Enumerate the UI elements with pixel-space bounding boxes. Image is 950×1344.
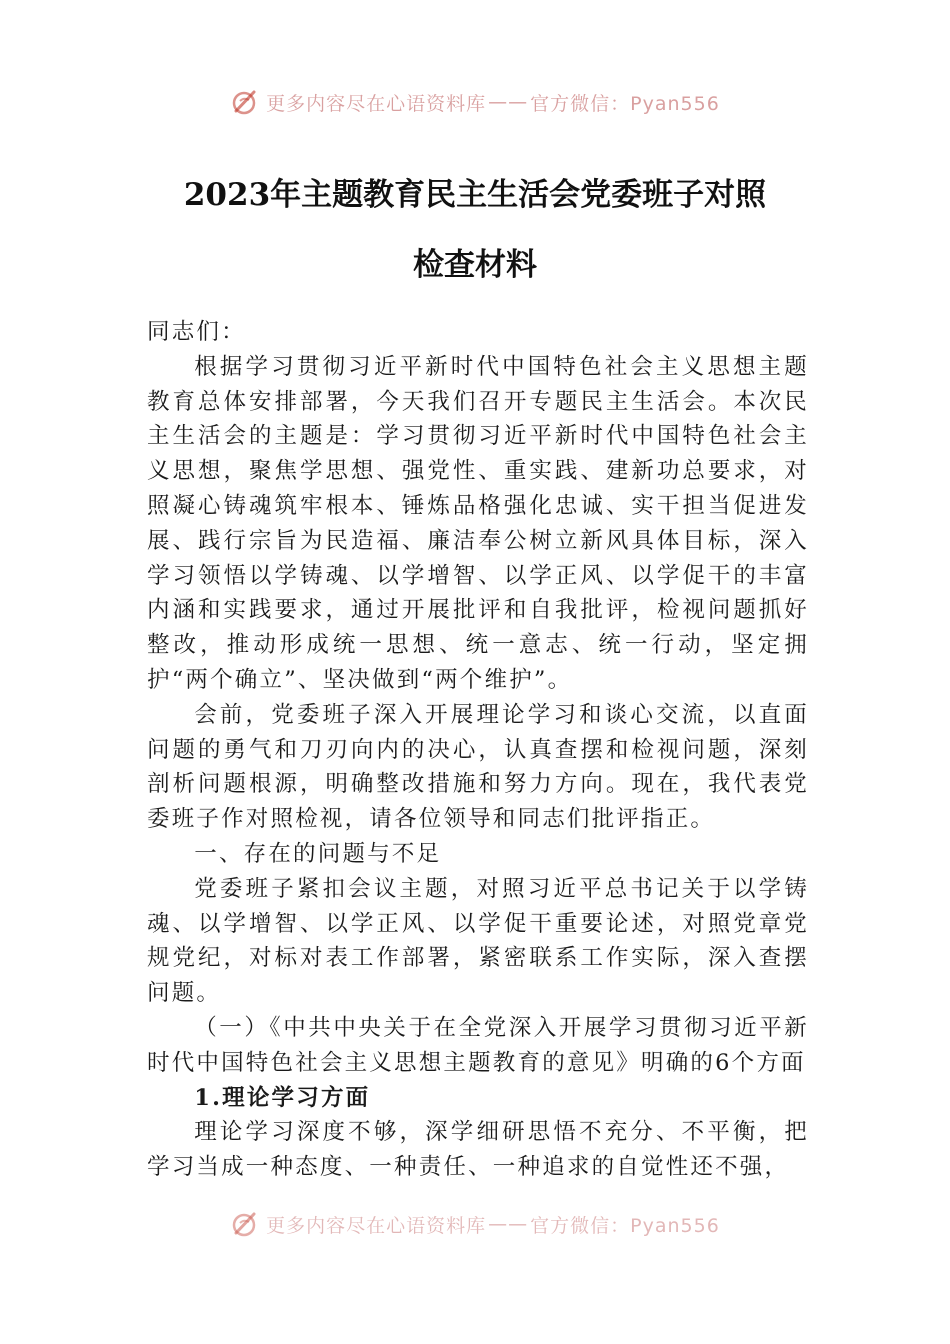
- item-heading: 1.理论学习方面: [194, 1084, 371, 1111]
- watermark-separator: ——: [488, 91, 529, 113]
- paragraph-preparation: 会前，党委班子深入开展理论学习和谈心交流，以直面问题的勇气和刀刃向内的决心，认真查摆和检视问题，深刻剖析问题根源，明确整改措施和努力方向。现在，我代表党委班子作对照检视，请各位领导和同志们批评指正。: [147, 701, 809, 833]
- watermark-text: 更多内容尽在心语资料库: [266, 92, 487, 115]
- brush-logo-icon: [230, 87, 260, 117]
- watermark-text: 更多内容尽在心语资料库: [266, 1214, 487, 1237]
- salutation: 同志们：: [147, 319, 246, 345]
- watermark-header: [0, 82, 950, 122]
- brush-logo-icon: [230, 1209, 260, 1239]
- watermark-footer: [0, 1204, 950, 1244]
- watermark-separator: ——: [488, 1213, 529, 1235]
- document-body: [147, 315, 809, 1185]
- paragraph-overview: 党委班子紧扣会议主题，对照习近平总书记关于以学铸魂、以学增智、以学正风、以学促干重要论述，对照党章党规党纪，对标对表工作部署，紧密联系工作实际，深入查摆问题。: [147, 875, 809, 1007]
- title-line-2: 检查材料: [413, 247, 537, 283]
- paragraph-intro: 根据学习贯彻习近平新时代中国特色社会主义思想主题教育总体安排部署，今天我们召开专题民主生活会。本次民主生活会的主题是：学习贯彻习近平新时代中国特色社会主义思想，聚焦学思想、强党性、重实践、建新功总要求，对照凝心铸魂筑牢根本、锤炼品格强化忠诚、实干担当促进发展、践行宗旨为民造福、廉洁奉公树立新风具体目标，深入学习领悟以学铸魂、以学增智、以学正风、以学促干的丰富内涵和实践要求，通过开展批评和自我批评，检视问题抓好整改，推动形成统一思想、统一意志、统一行动，坚定拥护“两个确立”、坚决做到“两个维护”。: [147, 353, 809, 693]
- watermark-wechat: 官方微信：Pyan556: [530, 1214, 720, 1237]
- paragraph-theory-study: 理论学习深度不够，深学细研思悟不充分、不平衡，把学习当成一种态度、一种责任、一种追求的自觉性还不强，: [147, 1119, 809, 1181]
- document-title: [100, 160, 850, 300]
- title-line-1: 2023年主题教育民主生活会党委班子对照: [183, 177, 767, 213]
- watermark-wechat: 官方微信：Pyan556: [530, 92, 720, 115]
- section-heading: 一、存在的问题与不足: [194, 840, 442, 867]
- subsection-heading: （一）《中共中央关于在全党深入开展学习贯彻习近平新时代中国特色社会主义思想主题教育的意见》明确的6个方面: [147, 1014, 809, 1076]
